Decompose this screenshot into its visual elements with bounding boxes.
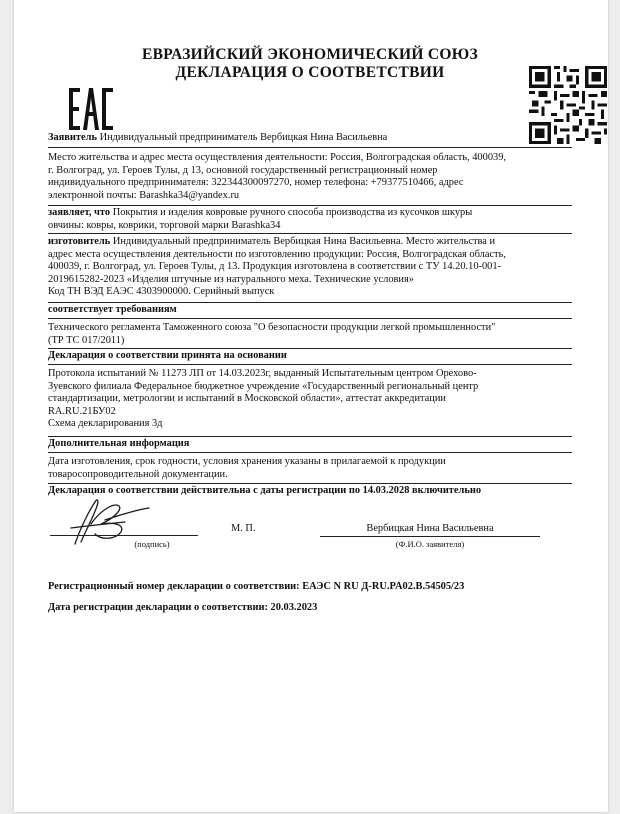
divider <box>48 318 572 319</box>
basis-line: Зуевского филиала Федеральное бюджетное учреждение «Государственный региональный центр <box>48 380 479 392</box>
address-line: электронной почты: Barashka34@yandex.ru <box>48 189 240 201</box>
manufacturer-line: 400039, г. Волгоград, ул. Героев Тулы, д 13. Продукция изготовлена в соответствии с ТУ 14.20.10-001- <box>48 261 502 273</box>
divider <box>48 147 572 148</box>
additional-line: Дата изготовления, срок годности, условия хранения указаны в прилагаемой к продукции <box>48 456 446 467</box>
requirements-line: Технического регламента Таможенного союза "О безопасности продукции легкой промышленности" <box>48 322 496 333</box>
divider <box>48 452 572 453</box>
additional-text <box>48 456 572 481</box>
manufacturer-line: Код ТН ВЭД ЕАЭС 4303900000. Серийный выпуск <box>48 286 275 298</box>
divider <box>48 302 572 303</box>
basis-line: стандартизации, метрологии и испытаний в Московской области», аттестат аккредитации <box>48 393 446 405</box>
divider <box>48 436 572 437</box>
requirements-label: соответствует требованиям <box>48 304 177 315</box>
signature-line <box>50 535 198 536</box>
divider <box>48 364 572 365</box>
registration-number: Регистрационный номер декларации о соответствии: ЕАЭС N RU Д-RU.PA02.B.54505/23 <box>48 581 465 592</box>
basis-line: Протокола испытаний № 11273 ЛП от 14.03.2023г, выданный Испытательным центром Орехово- <box>48 368 477 379</box>
basis-text <box>48 368 572 431</box>
address-line: г. Волгоград, ул. Героев Тулы, д 13, основной государственный регистрационный номер <box>48 164 438 176</box>
requirements-line: (ТР ТС 017/2011) <box>48 334 125 346</box>
manufacturer-label: изготовитель <box>48 236 111 247</box>
manufacturer-line: адрес места осуществления деятельности по изготовлению продукции: Россия, Волгоградская область, <box>48 248 506 260</box>
name-caption: (Ф.И.О. заявителя) <box>395 539 465 549</box>
applicant-line <box>48 132 572 145</box>
basis-label: Декларация о соответствии принята на основании <box>48 350 287 361</box>
declares-section <box>48 207 572 232</box>
basis-line: RA.RU.21БУ02 <box>48 405 116 417</box>
name-line <box>320 536 540 537</box>
divider <box>48 233 572 234</box>
applicant-name: Индивидуальный предприниматель Вербицкая Нина Васильевна <box>99 132 388 143</box>
manufacturer-section <box>48 236 572 299</box>
declares-label: заявляет, что <box>48 207 111 218</box>
manufacturer-text: Индивидуальный предприниматель Вербицкая Нина Васильевна. Место жительства и <box>112 236 496 247</box>
eac-logo <box>69 88 113 130</box>
address-line: индивидуального предпринимателя: 322344300097270, номер телефона: +79377510466, адрес <box>48 177 464 189</box>
registration-date: Дата регистрации декларации о соответствии: 20.03.2023 <box>48 602 318 613</box>
divider <box>48 205 572 206</box>
signature-caption: (подпись) <box>134 539 170 549</box>
requirements-text <box>48 322 572 347</box>
union-title: ЕВРАЗИЙСКИЙ ЭКОНОМИЧЕСКИЙ СОЮЗ <box>142 46 478 63</box>
document-page <box>14 0 608 812</box>
applicant-address <box>48 152 572 202</box>
basis-line: Схема декларирования 3д <box>48 418 163 430</box>
additional-label: Дополнительная информация <box>48 438 190 449</box>
applicant-label: Заявитель <box>48 132 97 143</box>
declares-text: Покрытия и изделия ковровые ручного способа производства из кусочков шкуры <box>112 207 473 218</box>
divider <box>48 348 572 349</box>
divider <box>48 483 572 484</box>
manufacturer-line: 2019615282-2023 «Изделия штучные из натурального меха. Технические условия» <box>48 273 414 285</box>
stamp-place: М. П. <box>231 523 256 534</box>
additional-line: товаросопроводительной документации. <box>48 468 228 480</box>
declares-text-2: овчины: ковры, коврики, торговой марки Barashka34 <box>48 219 281 231</box>
signer-name: Вербицкая Нина Васильевна <box>366 523 494 534</box>
address-line: Место жительства и адрес места осуществления деятельности: Россия, Волгоградская область, 400039, <box>48 152 507 163</box>
validity-text: Декларация о соответствии действительна с даты регистрации по 14.03.2028 включительно <box>48 485 482 496</box>
declaration-title: ДЕКЛАРАЦИЯ О СООТВЕТСТВИИ <box>175 64 445 81</box>
